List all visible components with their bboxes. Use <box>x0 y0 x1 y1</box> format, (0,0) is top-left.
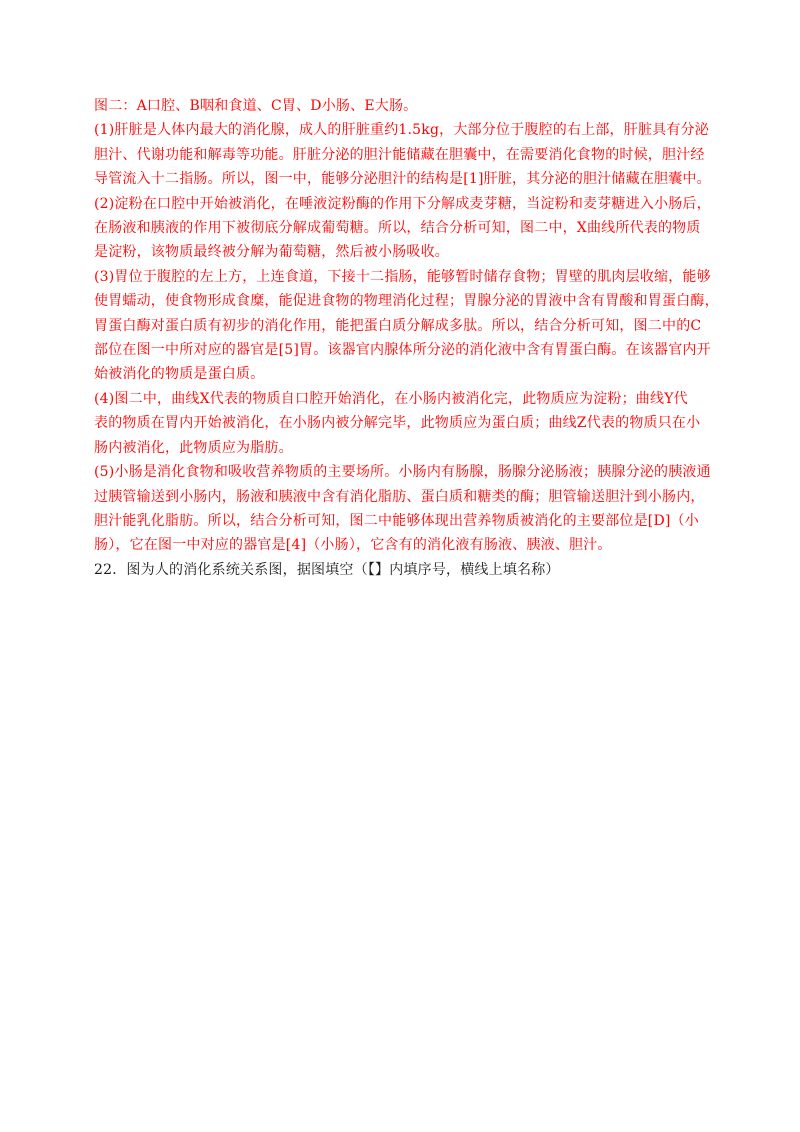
question-text: 22．图为人的消化系统关系图，据图填空（【】内填序号，横线上填名称） <box>94 561 560 578</box>
answer-paragraph-4 <box>94 387 714 460</box>
answer-line: 始被消化的物质是蛋白质。 <box>94 366 265 383</box>
answer-intro-line: 图二：A口腔、B咽和食道、C胃、D小肠、E大肠。 <box>94 98 418 114</box>
answer-paragraph-5 <box>94 460 714 558</box>
answer-line: (4)图二中，曲线X代表的物质自口腔开始消化，在小肠内被消化完，此物质应为淀粉；曲线Y代 <box>94 390 688 407</box>
answer-line: 肠内被消化，此物质应为脂肪。 <box>94 439 293 456</box>
answer-line: (5)小肠是消化食物和吸收营养物质的主要场所。小肠内有肠腺，肠腺分泌肠液；胰腺分泌的胰液通 <box>94 464 711 481</box>
question-22 <box>94 558 714 582</box>
answer-line: 过胰管输送到小肠内，肠液和胰液中含有消化脂肪、蛋白质和糖类的酶；胆管输送胆汁到小肠内， <box>94 488 705 505</box>
answer-line: 使胃蠕动，使食物形成食糜，能促进食物的物理消化过程；胃腺分泌的胃液中含有胃酸和胃蛋白酶， <box>94 293 719 310</box>
answer-line: 胆汁、代谢功能和解毒等功能。肝脏分泌的胆汁能储藏在胆囊中，在需要消化食物的时候，胆汁经 <box>94 146 705 163</box>
answer-line: 在肠液和胰液的作用下被彻底分解成葡萄糖。所以，结合分析可知，图二中，X曲线所代表的物质 <box>94 220 701 237</box>
answer-line: 是淀粉，该物质最终被分解为葡萄糖，然后被小肠吸收。 <box>94 244 449 261</box>
answer-line: (3)胃位于腹腔的左上方，上连食道，下接十二指肠，能够暂时储存食物；胃壁的肌肉层收缩，能够 <box>94 268 711 285</box>
answer-intro <box>94 94 714 118</box>
answer-line: 胆汁能乳化脂肪。所以，结合分析可知，图二中能够体现出营养物质被消化的主要部位是[D]（小 <box>94 512 699 529</box>
answer-line: 导管流入十二指肠。所以，图一中，能够分泌胆汁的结构是[1]肝脏，其分泌的胆汁储藏在胆囊中。 <box>94 171 711 188</box>
answer-line: 部位在图一中所对应的器官是[5]胃。该器官内腺体所分泌的消化液中含有胃蛋白酶。在该器官内开 <box>94 342 711 359</box>
answer-line: (2)淀粉在口腔中开始被消化，在唾液淀粉酶的作用下分解成麦芽糖，当淀粉和麦芽糖进入小肠后， <box>94 195 711 212</box>
answer-line: 表的物质在胃内开始被消化，在小肠内被分解完毕，此物质应为蛋白质；曲线Z代表的物质只在小 <box>94 415 701 432</box>
answer-line: 胃蛋白酶对蛋白质有初步的消化作用，能把蛋白质分解成多肽。所以，结合分析可知，图二中的C <box>94 317 702 334</box>
answer-line: 肠），它在图一中对应的器官是[4]（小肠），它含有的消化液有肠液、胰液、胆汁。 <box>94 537 612 554</box>
document-page <box>94 94 719 582</box>
answer-paragraph-1 <box>94 118 714 191</box>
answer-paragraph-2 <box>94 192 714 265</box>
answer-paragraph-3 <box>94 265 719 387</box>
answer-line: (1)肝脏是人体内最大的消化腺，成人的肝脏重约1.5kg，大部分位于腹腔的右上部，肝脏具有分泌 <box>94 122 709 139</box>
